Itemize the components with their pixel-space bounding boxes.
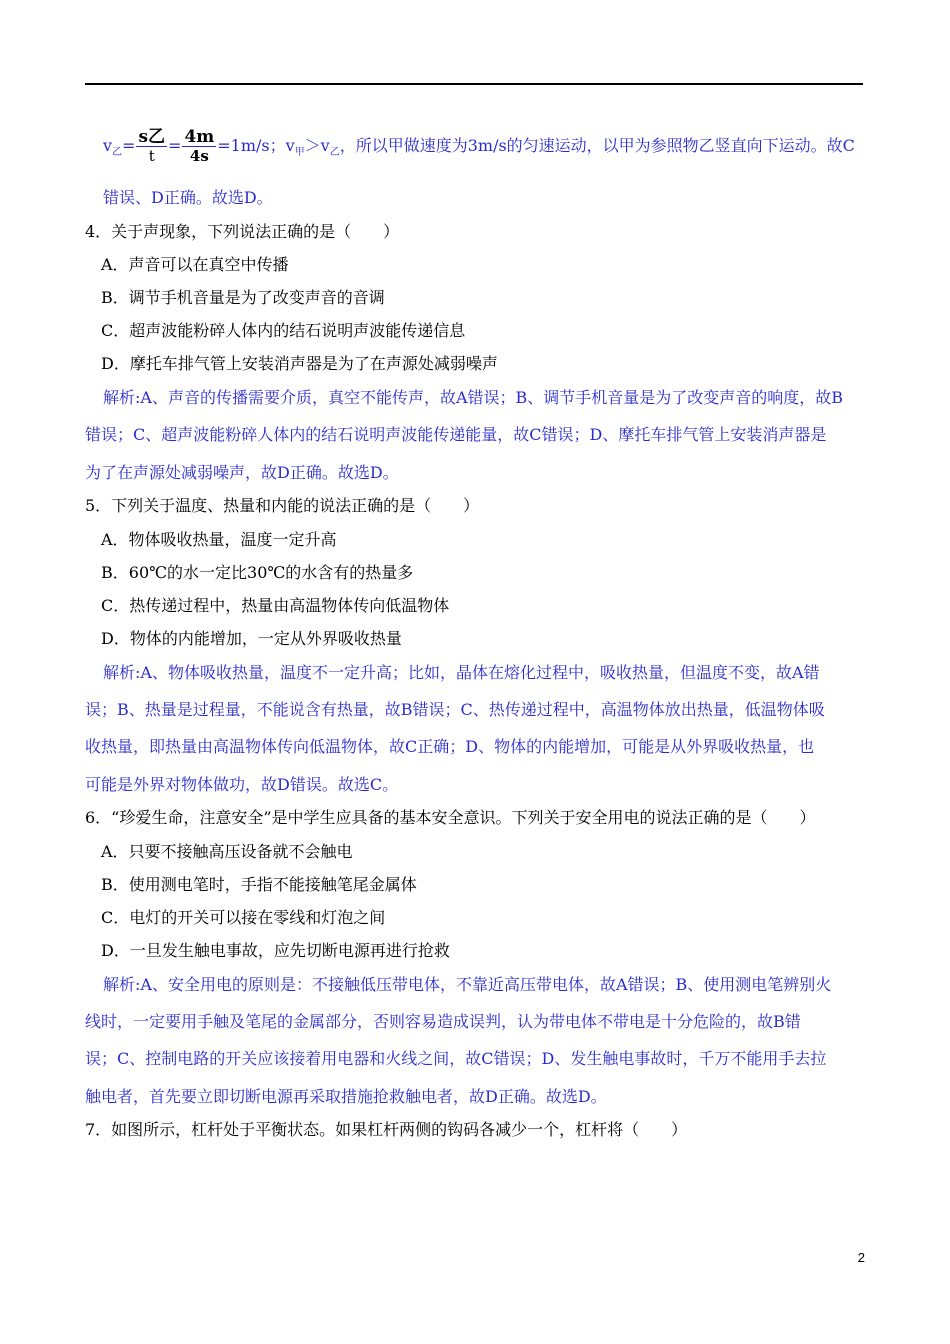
q5-option-c: C．热传递过程中，热量由高温物体传向低温物体: [101, 596, 450, 615]
q6-analysis-line-1: 解析:A、安全用电的原则是：不接触低压带电体，不靠近高压带电体，故A错误；B、使用测电笔辨别火: [103, 975, 832, 994]
q5-analysis-line-4: 可能是外界对物体做功，故D错误。故选C。: [85, 775, 399, 794]
page-number: 2: [857, 1250, 865, 1265]
q5-analysis-line-3: 收热量，即热量由高温物体传向低温物体，故C正确；D、物体的内能增加，可能是从外界吸收热量，也: [85, 737, 815, 756]
q6-option-d: D．一旦发生触电事故，应先切断电源再进行抢救: [101, 941, 450, 960]
q4-analysis-line-3: 为了在声源处减弱噪声，故D正确。故选D。: [85, 463, 399, 482]
q5-analysis-line-2: 误；B、热量是过程量，不能说含有热量，故B错误；C、热传递过程中，高温物体放出热量，低温物体吸: [85, 700, 825, 719]
q7-stem: 7．如图所示，杠杆处于平衡状态。如果杠杆两侧的钩码各减少一个，杠杆将（ ）: [85, 1120, 688, 1139]
q4-option-b: B．调节手机音量是为了改变声音的音调: [101, 288, 385, 307]
q6-analysis-line-2: 线时，一定要用手触及笔尾的金属部分，否则容易造成误判，认为带电体不带电是十分危险的，故B错: [85, 1012, 801, 1031]
q4-option-a: A．声音可以在真空中传播: [101, 255, 289, 274]
q4-option-d: D．摩托车排气管上安装消声器是为了在声源处减弱噪声: [101, 354, 498, 373]
continuation-line-1: $v_乙=$ $\frac{\text{s乙}}{t}$ = $\frac{4m}{4s}$ =1m/s；$v_甲>v_乙$，所以甲做速度为3m/s的匀速运动，以甲为参照物乙竖直向下运动。故C: [103, 127, 855, 165]
q4-option-c: C．超声波能粉碎人体内的结石说明声波能传递信息: [101, 321, 466, 340]
q5-stem: 5．下列关于温度、热量和内能的说法正确的是（ ）: [85, 496, 480, 515]
q5-option-b: B．60℃的水一定比30℃的水含有的热量多: [101, 563, 414, 582]
q6-option-c: C．电灯的开关可以接在零线和灯泡之间: [101, 908, 386, 927]
fraction-s-over-t: $\frac{\text{s乙}}{t}$: [138, 127, 166, 165]
continuation-line-2: 错误、D正确。故选D。: [103, 188, 273, 207]
q5-option-d: D．物体的内能增加，一定从外界吸收热量: [101, 629, 402, 648]
q4-analysis-line-1: 解析:A、声音的传播需要介质，真空不能传声，故A错误；B、调节手机音量是为了改变声音的响度，故B: [103, 388, 844, 407]
header-rule: [85, 83, 863, 85]
q5-analysis-line-1: 解析:A、物体吸收热量，温度不一定升高；比如，晶体在熔化过程中，吸收热量，但温度不变，故A错: [103, 663, 820, 682]
q6-option-a: A．只要不接触高压设备就不会触电: [101, 842, 353, 861]
q4-analysis-line-2: 错误；C、超声波能粉碎人体内的结石说明声波能传递能量，故C错误；D、摩托车排气管上安装消声器是: [85, 425, 827, 444]
q6-option-b: B．使用测电笔时，手指不能接触笔尾金属体: [101, 875, 417, 894]
q6-analysis-line-4: 触电者，首先要立即切断电源再采取措施抢救触电者，故D正确。故选D。: [85, 1087, 607, 1106]
q6-stem: 6．“珍爱生命，注意安全”是中学生应具备的基本安全意识。下列关于安全用电的说法正确的是（ ）: [85, 808, 816, 827]
q5-option-a: A．物体吸收热量，温度一定升高: [101, 530, 337, 549]
q4-stem: 4．关于声现象，下列说法正确的是（ ）: [85, 222, 400, 241]
fraction-4m-over-4s: $\frac{4m}{4s}$: [184, 127, 215, 165]
q6-analysis-line-3: 误；C、控制电路的开关应该接着用电器和火线之间，故C错误；D、发生触电事故时，千万不能用手去拉: [85, 1049, 827, 1068]
